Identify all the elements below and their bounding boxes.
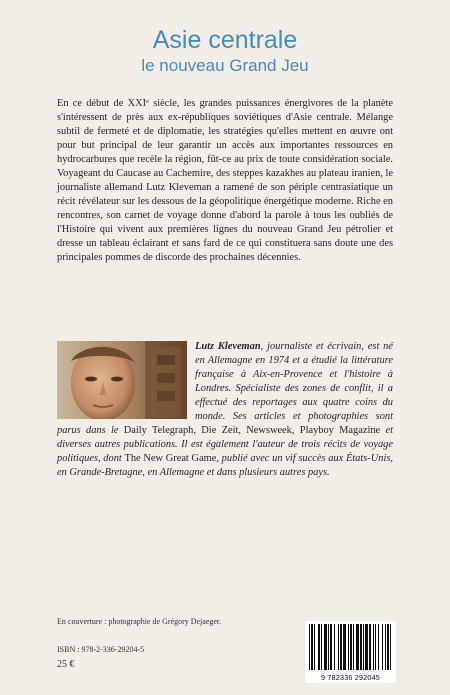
bio-separator-1: , [193,425,202,436]
barcode-bar [309,624,310,670]
barcode-bar [328,624,329,670]
synopsis-body: siècle, les grandes puissances énergivores de la planète s'intéressent de près aux ex-républiques soviétiques d'Asie centrale. Mélange subtil de fermeté et de diplomatie, les stratégies qu'elles mettent en œuvre ont pour but principal de leur garantir un accès aux importantes ressources en hydrocarbures que recèle la région, fût-ce au prix de toute considération sociale. Voyageant du Caucase au Cachemire, des steppes kazakhes au plateau iranien, le journaliste allemand Lutz Kleveman a ramené de son périple centrasiatique un récit révélateur sur les dessous de la géopolitique énergétique moderne. Riche en rencontres, son carnet de voyage donne d'abord la parole à tous les oubliés de l'Histoire qui vivent aux premières lignes du nouveau Grand Jeu pétrolier et dresse un tableau éclairant et sans fard de ce qui constituera sans doute une des principales pommes de discorde des prochaines décennies. [57,98,393,263]
barcode-bar [373,624,374,670]
barcode-bar [348,624,349,670]
barcode-bar [390,624,391,670]
barcode-bar [338,624,339,670]
price: 25 € [57,659,75,670]
barcode-bar [356,624,359,670]
author-bio [57,340,393,480]
barcode-bar [387,624,389,670]
barcode-bar [353,624,354,670]
publication-daily-telegraph: Daily Telegraph [123,425,194,436]
barcode-bar [340,624,342,670]
barcode-digits: 9 782336 292045 [321,673,380,682]
bio-text-2: et diverses autres publications. Il est également l'auteur de trois récits de voyage politiques, dont [57,425,393,464]
century-superscript: e [146,98,149,105]
barcode-bar [369,624,371,670]
author-name: Lutz Kleveman [195,341,261,352]
photo-spacer [57,340,195,424]
publication-playboy: Playboy Magazine [299,425,381,436]
barcode-bar [350,624,352,670]
publication-newsweek: Newsweek [246,425,292,436]
bio-separator-3: , [291,425,300,436]
synopsis-start: En ce début de XXI [57,98,147,109]
barcode-bar [321,624,322,670]
barcode-bar [385,624,386,670]
barcode-bar [343,624,346,670]
barcode [305,621,396,683]
synopsis [57,97,393,265]
barcode-bar [334,624,335,670]
book-title: Asie centrale [152,26,298,54]
book-subtitle: le nouveau Grand Jeu [141,56,309,75]
bio-text-1: , journaliste et écrivain, est né en Allemagne en 1974 et a étudié la littérature française à Aix-en-Provence et l'histoire à Londres. Spécialiste des zones de conflit, il a effectué des reportages aux quatre coins du monde. Ses articles et photographies sont parus dans le [57,341,393,436]
barcode-bar [314,624,315,670]
barcode-bar [318,624,320,670]
bio-text-3: , publié avec un vif succès aux États-Unis, en Grande-Bretagne, en Allemagne et dans plusieurs autres pays. [57,453,393,478]
barcode-bar [363,624,364,670]
barcode-bar [375,624,376,670]
title-block [0,26,450,76]
synopsis-paragraph [57,97,393,265]
book-title-new-great-game: The New Great Game [124,453,217,464]
barcode-bar [378,624,379,670]
barcode-bars [305,621,396,673]
barcode-bar [330,624,332,670]
publication-die-zeit: Die Zeit [201,425,239,436]
barcode-bar [365,624,368,670]
barcode-bar [382,624,383,670]
barcode-bar [311,624,313,670]
barcode-bar [324,624,327,670]
bio-separator-2: , [238,425,247,436]
barcode-bar [360,624,362,670]
cover-photo-credit: En couverture : photographie de Grégory Dejaeger. [57,617,222,626]
isbn: ISBN : 978-2-336-29204-5 [57,645,145,654]
